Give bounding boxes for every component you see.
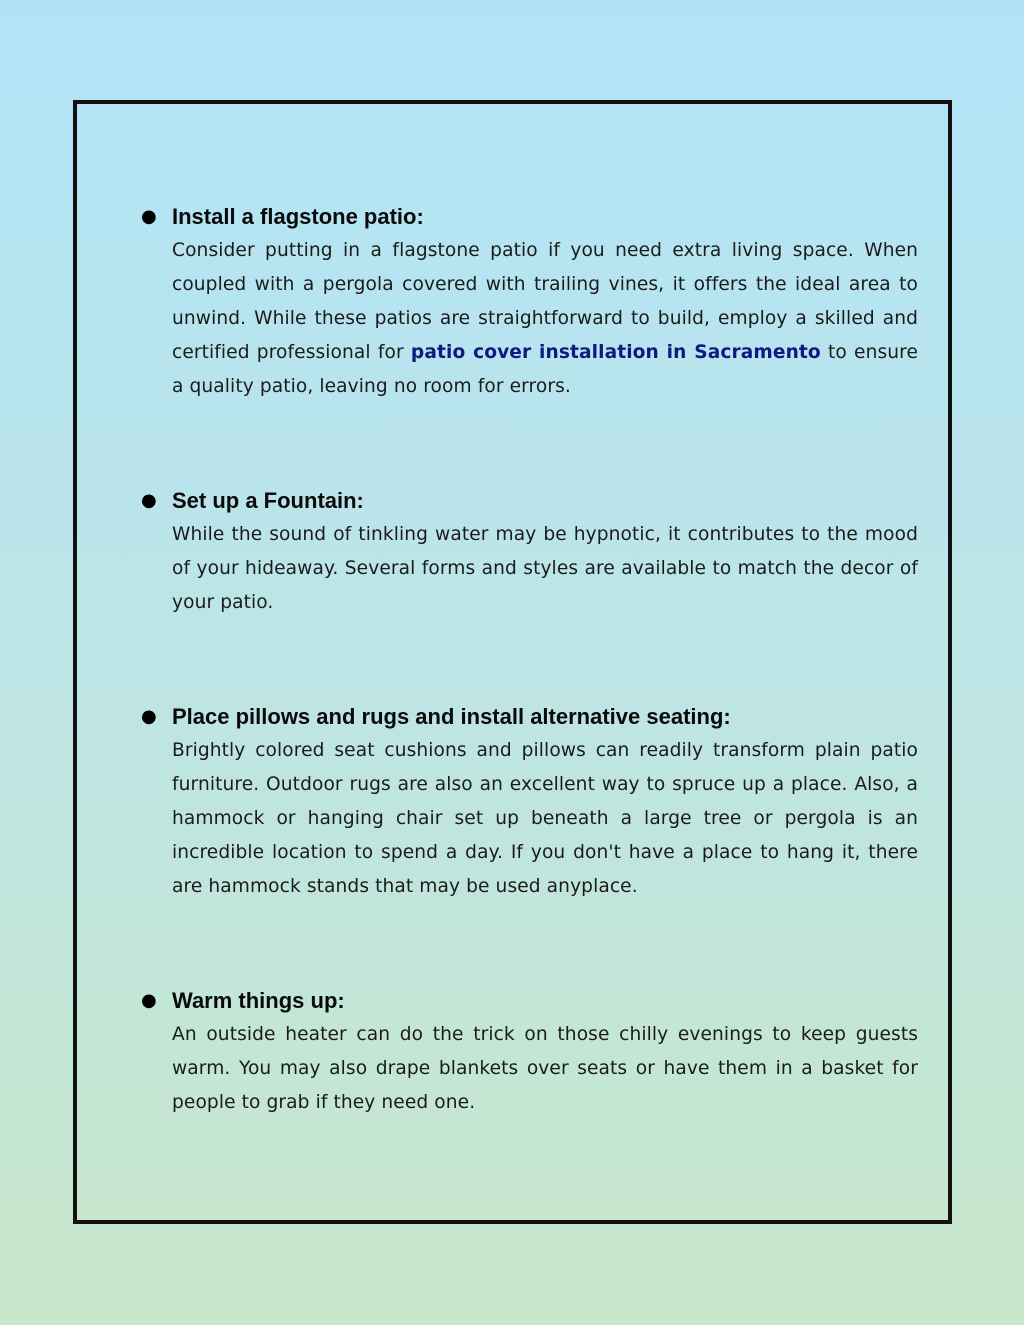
- item-text: Brightly colored seat cushions and pillows can readily transform plain patio furniture. Outdoor rugs are also an excellent way to spruce up a place. Also, a hammock or hanging chair set up beneath a large tree or pergola is an incredible location to spend a day. If you don't have a place to hang it, there are hammock stands that may be used anyplace.: [172, 740, 918, 897]
- tips-list: [141, 200, 918, 1200]
- item-heading: Place pillows and rugs and install alternative seating:: [172, 704, 731, 729]
- item-heading: Install a flagstone patio:: [172, 204, 424, 229]
- list-item: [141, 984, 918, 1120]
- item-text: [172, 234, 918, 404]
- bullet-icon: ●: [141, 990, 157, 1011]
- item-text-after: to ensure a quality patio, leaving no room for errors.: [172, 342, 918, 397]
- item-text: While the sound of tinkling water may be hypnotic, it contributes to the mood of your hideaway. Several forms and styles are available to match the decor of your patio.: [172, 524, 918, 613]
- list-item: [141, 484, 918, 620]
- list-item: [141, 700, 918, 904]
- item-text-before: Consider putting in a flagstone patio if you need extra living space. When coupled with a pergola covered with trailing vines, it offers the ideal area to unwind. While these patios are straightforward to build, employ a skilled and certified professional for: [172, 240, 918, 363]
- bullet-icon: ●: [141, 706, 157, 727]
- list-item: [141, 200, 918, 404]
- content-frame: [73, 100, 952, 1224]
- item-heading: Warm things up:: [172, 988, 345, 1013]
- item-heading: Set up a Fountain:: [172, 488, 364, 513]
- bullet-icon: ●: [141, 490, 157, 511]
- patio-cover-link[interactable]: patio cover installation in Sacramento: [410, 342, 821, 363]
- bullet-icon: ●: [141, 206, 157, 227]
- item-text: An outside heater can do the trick on those chilly evenings to keep guests warm. You may also drape blankets over seats or have them in a basket for people to grab if they need one.: [172, 1024, 918, 1113]
